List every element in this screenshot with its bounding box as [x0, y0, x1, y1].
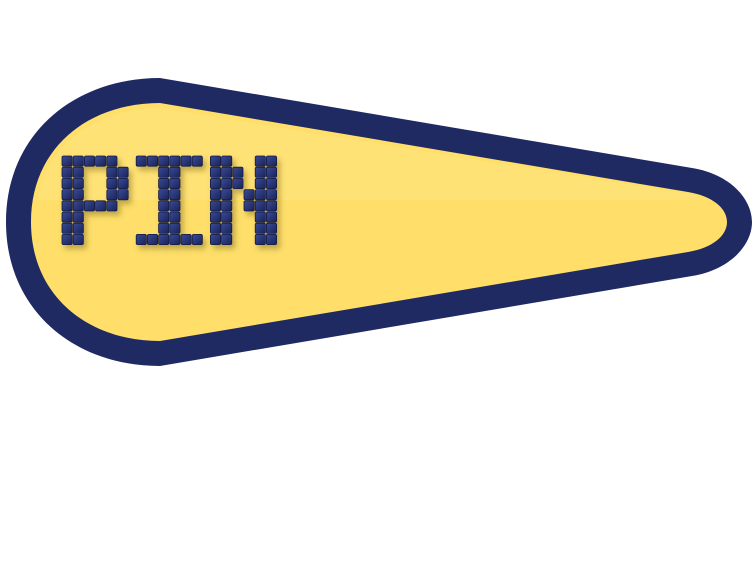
pixel-block — [62, 190, 72, 200]
pixel-block — [222, 212, 232, 222]
pixel-block — [266, 234, 276, 244]
pixel-block — [210, 234, 220, 244]
pixel-block — [159, 167, 169, 177]
pixel-block — [147, 156, 157, 166]
pixel-block — [210, 201, 220, 211]
pixel-block — [233, 178, 243, 188]
pixel-block — [244, 190, 254, 200]
pixel-block — [73, 201, 83, 211]
pixel-block — [266, 212, 276, 222]
pixel-block — [96, 156, 106, 166]
pixel-block — [222, 178, 232, 188]
pixel-block — [96, 201, 106, 211]
pixel-block — [62, 234, 72, 244]
pixel-block — [170, 167, 180, 177]
pixel-block — [222, 201, 232, 211]
pixel-block — [181, 156, 191, 166]
pixel-block — [170, 223, 180, 233]
pixel-block — [73, 156, 83, 166]
pixel-block — [159, 234, 169, 244]
pixel-block — [107, 201, 117, 211]
pixel-block — [222, 190, 232, 200]
pixel-block — [170, 190, 180, 200]
pixel-block — [255, 234, 265, 244]
pixel-block — [210, 178, 220, 188]
pixel-block — [107, 178, 117, 188]
pixel-block — [170, 234, 180, 244]
pixel-block — [210, 156, 220, 166]
pixel-block — [107, 190, 117, 200]
pixel-block — [62, 201, 72, 211]
pixel-block — [210, 223, 220, 233]
pixel-block — [255, 201, 265, 211]
pixel-block — [233, 167, 243, 177]
pixel-block — [255, 167, 265, 177]
pixel-block — [118, 167, 128, 177]
pixel-block — [62, 212, 72, 222]
pixel-block — [136, 156, 146, 166]
pixel-block — [62, 167, 72, 177]
pixel-block — [170, 178, 180, 188]
pixel-block — [244, 201, 254, 211]
pixel-block — [266, 190, 276, 200]
pixel-block — [73, 167, 83, 177]
pixel-block — [210, 167, 220, 177]
pixel-block — [159, 178, 169, 188]
pixel-block — [222, 156, 232, 166]
pixel-block — [62, 223, 72, 233]
pixel-block — [73, 190, 83, 200]
pixel-block — [159, 212, 169, 222]
pixel-block — [222, 167, 232, 177]
pixel-block — [266, 223, 276, 233]
pixel-block — [84, 201, 94, 211]
pixel-block — [136, 234, 146, 244]
pixel-block — [62, 178, 72, 188]
pixel-block — [107, 167, 117, 177]
pixel-block — [73, 212, 83, 222]
pixel-block — [118, 178, 128, 188]
pixel-block — [73, 234, 83, 244]
pixel-block — [159, 223, 169, 233]
pixel-block — [255, 212, 265, 222]
pixel-block — [222, 223, 232, 233]
pixel-block — [266, 178, 276, 188]
pixel-block — [73, 223, 83, 233]
pixel-block — [159, 190, 169, 200]
pixel-block — [107, 156, 117, 166]
pixel-block — [255, 190, 265, 200]
pixel-block — [192, 234, 202, 244]
pixel-block — [181, 234, 191, 244]
pixel-block — [222, 234, 232, 244]
pixel-block — [255, 178, 265, 188]
pixel-block — [266, 201, 276, 211]
pixel-block — [170, 212, 180, 222]
pixel-block — [210, 212, 220, 222]
pixel-block — [170, 156, 180, 166]
pixel-block — [266, 156, 276, 166]
pixel-block — [255, 223, 265, 233]
pixel-block — [159, 156, 169, 166]
pixel-block — [255, 156, 265, 166]
pixel-block — [266, 167, 276, 177]
pixel-block — [62, 156, 72, 166]
pixel-block — [170, 201, 180, 211]
pixel-block — [73, 178, 83, 188]
pixel-block — [159, 201, 169, 211]
pixel-block — [118, 190, 128, 200]
pixel-block — [147, 234, 157, 244]
pixel-block — [192, 156, 202, 166]
pixel-block — [210, 190, 220, 200]
pixel-block — [84, 156, 94, 166]
